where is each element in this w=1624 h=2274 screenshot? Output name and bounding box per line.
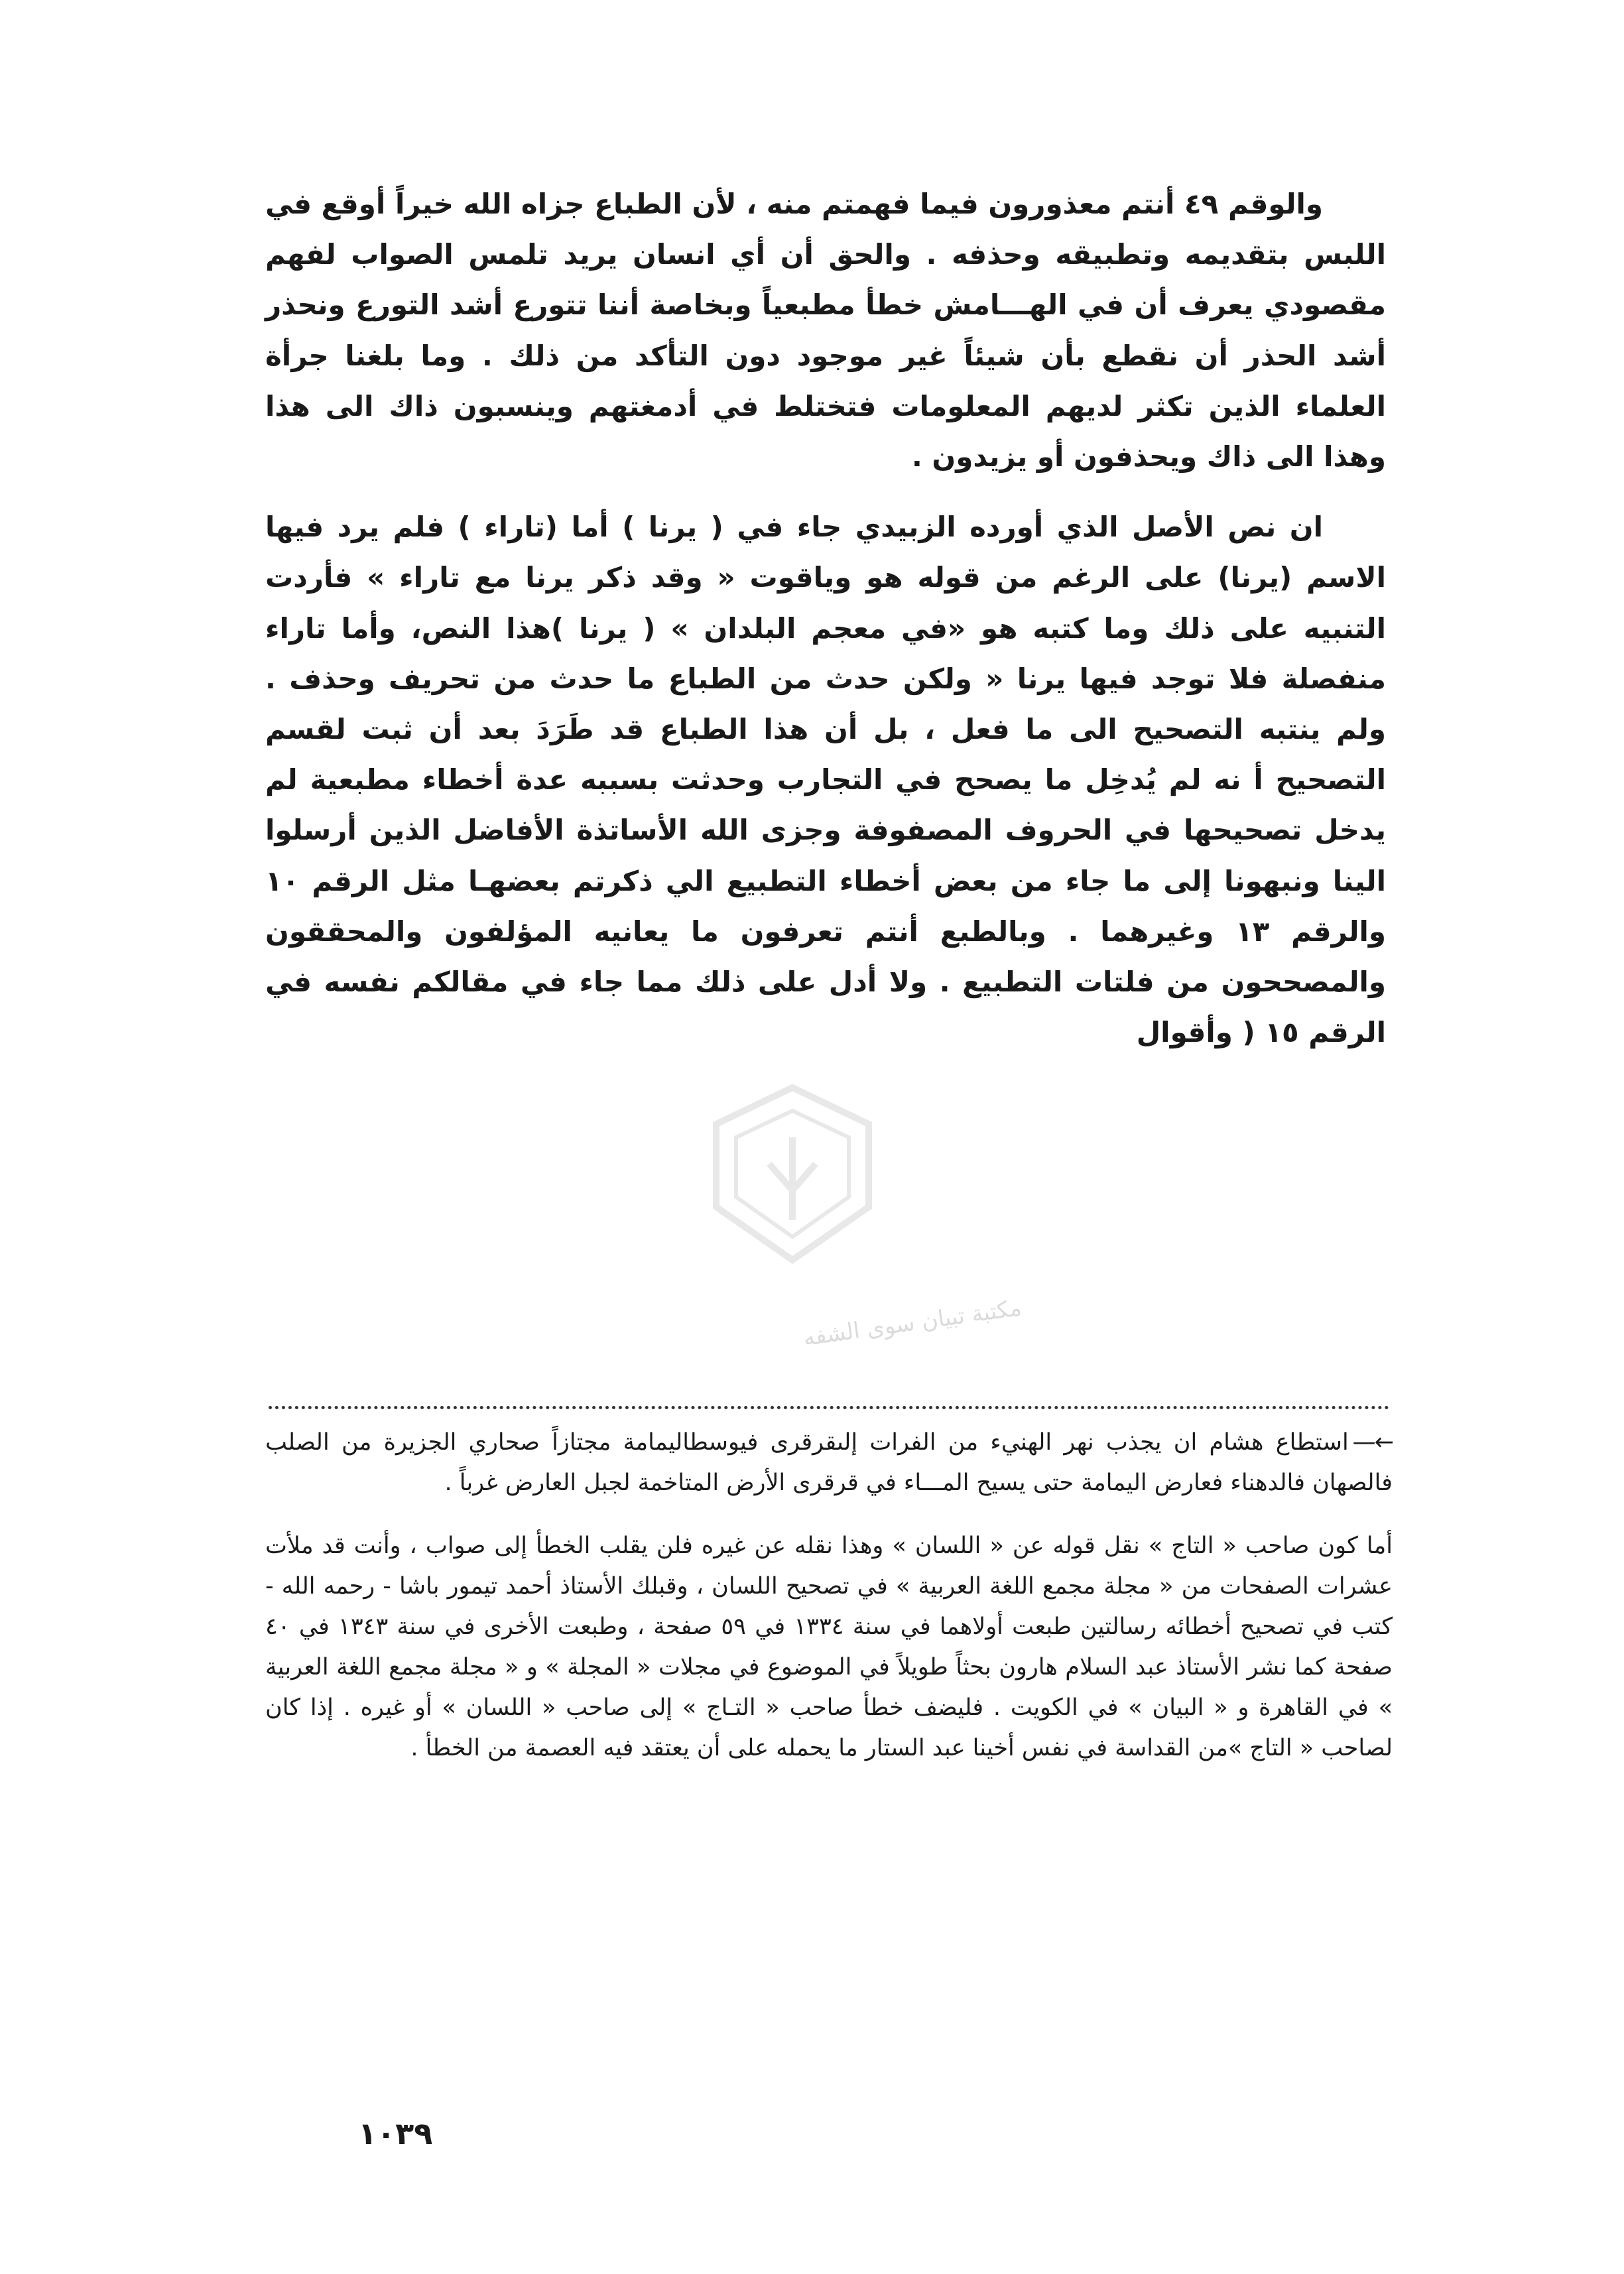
footnote-separator [269,1406,1389,1409]
main-text-body [265,179,1386,1058]
paragraph-1: والوقم ٤٩ أنتم معذورون فيما فهمتم منه ، لأن الطباع جزاه الله خيراً أوقع في اللبس بتقديمه وتطبيقه وحذفه . والحق أن أي انسان يريد تلمس الصواب لفهم مقصودي يعرف أن في الهـــامش خطأ مطبعياً وبخاصة أننا تتورع أشد التورع ونحذر أشد الحذر أن نقطع بأن شيئاً غير موجود دون التأكد من ذلك . وما بلغنا جرأة العلماء الذين تكثر لديهم المعلومات فتختلط في أدمغتهم وينسبون ذاك الى هذا وهذا الى ذاك ويحذفون أو يزيدون . [265,188,1386,474]
footnote-1 [265,1422,1393,1503]
footnote-2-text: أما كون صاحب « التاج » نقل قوله عن « اللسان » وهذا نقله عن غيره فلن يقلب الخطأ إلى صواب ، وأنت قد ملأت عشرات الصفحات من « مجلة مجمع اللغة العربية » في تصحيح اللسان ، وقبلك الأستاذ أحمد تيمور باشا - رحمه الله - كتب في تصحيح أخطائه رسالتين طبعت أولاهما في سنة ١٣٣٤ في ٥٩ صفحة ، وطبعت الأخرى في سنة ١٣٤٣ في ٤٠ صفحة كما نشر الأستاذ عبد السلام هارون بحثاً طويلاً في الموضوع في مجلات « المجلة » و « مجلة مجمع اللغة العربية » في القاهرة و « البيان » في الكويت . فليضف خطأ صاحب « التـاج » إلى صاحب « اللسان » أو غيره . إذا كان لصاحب « التاج »من القداسة في نفس أخينا عبد الستار ما يحمله على أن يعتقد فيه العصمة من الخطأ . [265,1533,1393,1761]
footnote-2 [265,1526,1393,1769]
footnote-1-text: استطاع هشام ان يجذب نهر الهنيء من الفرات إلىقرقرى فيوسطاليمامة مجتازاً صحاري الجزيرة من الصلب فالصهان فالدهناء فعارض اليمامة حتى يسيح المـــاء في قرقرى الأرض المتاخمة لجبل العارض غرباً . [265,1429,1393,1496]
paragraph-2: ان نص الأصل الذي أورده الزبيدي جاء في ( يرنا ) أما (تاراء ) فلم يرد فيها الاسم (يرنا) على الرغم من قوله هو وياقوت « وقد ذكر يرنا مع تاراء » فأردت التنبيه على ذلك وما كتبه هو «في معجم البلدان » ( يرنا )هذا النص، وأما تاراء منفصلة فلا توجد فيها يرنا « ولكن حدث من الطباع ما حدث من تحريف وحذف . ولم ينتبه التصحيح الى ما فعل ، بل أن هذا الطباع قد طَرَدَ بعد أن ثبت لقسم التصحيح أ نه لم يُدخِل ما يصحح في التجارب وحدثت بسببه عدة أخطاء مطبعية لم يدخل تصحيحها في الحروف المصفوفة وجزى الله الأساتذة الأفاضل الذين أرسلوا الينا ونبهونا إلى ما جاء من بعض أخطاء التطبيع الي ذكرتم بعضهـا مثل الرقم ١٠ والرقم ١٣ وغيرهما . وبالطبع أنتم تعرفون ما يعانيه المؤلفون والمحققون والمصححون من فلتات التطبيع . ولا أدل على ذلك مما جاء في مقالكم نفسه في الرقم ١٥ ( وأقوال [265,511,1386,1049]
footnote-arrow-icon: ←— [1352,1429,1393,1456]
footnotes [265,1422,1393,1769]
page-number: ١٠٣٩ [358,2116,433,2151]
library-emblem-icon [693,1074,892,1273]
watermark-text: مكتبة تبيان سوى الشفه [801,1295,1023,1352]
